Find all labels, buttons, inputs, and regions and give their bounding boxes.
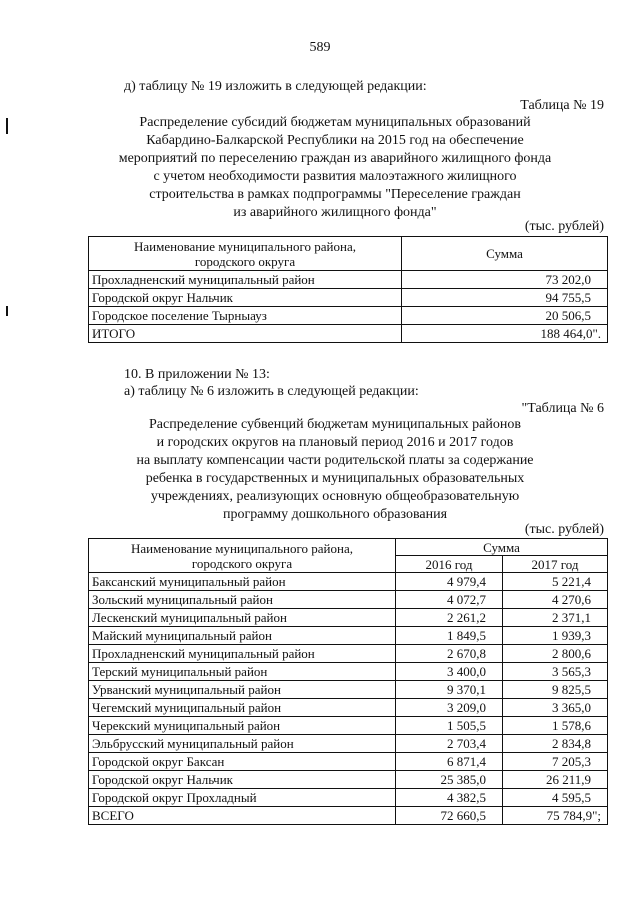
table-row: [89, 609, 608, 627]
column-header-2016: 2016 год: [396, 556, 503, 573]
table-row: [89, 307, 608, 325]
table-19: [88, 236, 608, 343]
row-2016: 3 400,0: [396, 663, 503, 681]
row-2017: 2 834,8: [503, 735, 608, 753]
row-name: Городской округ Нальчик: [89, 289, 402, 307]
table-total-row: [89, 325, 608, 343]
section-10-item: 10. В приложении № 13:: [124, 367, 270, 382]
row-2016: 9 370,1: [396, 681, 503, 699]
row-sum: 188 464,0".: [402, 325, 608, 343]
row-2017: 4 595,5: [503, 789, 608, 807]
title-line: учреждениях, реализующих основную общеобразовательную: [150, 489, 520, 504]
row-2016: 72 660,5: [396, 807, 503, 825]
row-2017: 1 578,6: [503, 717, 608, 735]
table-row: [89, 289, 608, 307]
table-6-label: "Таблица № 6: [521, 401, 604, 416]
row-name: Чегемский муниципальный район: [89, 699, 396, 717]
row-sum: 20 506,5: [402, 307, 608, 325]
row-name: ИТОГО: [89, 325, 402, 343]
table-19-units: (тыс. рублей): [524, 219, 604, 234]
column-header-sum: Сумма: [396, 539, 608, 556]
row-2017: 4 270,6: [503, 591, 608, 609]
row-2016: 3 209,0: [396, 699, 503, 717]
title-line: и городских округов на плановый период 2016 и 2017 годов: [156, 435, 514, 450]
table-6-title: [100, 416, 570, 524]
column-header-name: [89, 237, 402, 271]
row-2017: 3 365,0: [503, 699, 608, 717]
table-row: [89, 681, 608, 699]
title-line: с учетом необходимости развития малоэтажного жилищного: [153, 169, 517, 184]
title-line: ребенка в государственных и муниципальных образовательных: [145, 471, 525, 486]
row-2016: 4 072,7: [396, 591, 503, 609]
title-line: Распределение субсидий бюджетам муниципальных образований: [139, 115, 531, 130]
row-2016: 1 849,5: [396, 627, 503, 645]
table-row: [89, 735, 608, 753]
row-2016: 4 382,5: [396, 789, 503, 807]
page-number: 589: [309, 40, 331, 55]
row-2017: 7 205,3: [503, 753, 608, 771]
header-line: городского округа: [191, 555, 293, 571]
table-header-row: [89, 237, 608, 271]
row-2016: 4 979,4: [396, 573, 503, 591]
table-6: [88, 538, 608, 825]
section-10-intro: а) таблицу № 6 изложить в следующей редакции:: [124, 384, 419, 399]
table-row: [89, 645, 608, 663]
row-2016: 1 505,5: [396, 717, 503, 735]
row-2016: 2 261,2: [396, 609, 503, 627]
row-2016: 6 871,4: [396, 753, 503, 771]
section-d-intro: д) таблицу № 19 изложить в следующей редакции:: [124, 79, 427, 94]
table-row: [89, 753, 608, 771]
row-2017: 3 565,3: [503, 663, 608, 681]
row-name: ВСЕГО: [89, 807, 396, 825]
row-name: Прохладненский муниципальный район: [89, 645, 396, 663]
title-line: из аварийного жилищного фонда": [233, 205, 437, 220]
header-line: городского округа: [194, 253, 296, 269]
column-header-sum: Сумма: [402, 237, 608, 271]
table-row: [89, 771, 608, 789]
title-line: Кабардино-Балкарской Республики на 2015 год на обеспечение: [146, 133, 524, 148]
table-row: [89, 699, 608, 717]
title-line: Распределение субвенций бюджетам муниципальных районов: [149, 417, 521, 432]
header-line: Наименование муниципального района,: [134, 238, 356, 254]
row-2017: 26 211,9: [503, 771, 608, 789]
row-name: Урванский муниципальный район: [89, 681, 396, 699]
margin-mark: [6, 118, 8, 134]
row-2016: 25 385,0: [396, 771, 503, 789]
row-name: Зольский муниципальный район: [89, 591, 396, 609]
row-name: Черекский муниципальный район: [89, 717, 396, 735]
title-line: мероприятий по переселению граждан из аварийного жилищного фонда: [118, 151, 552, 166]
row-name: Прохладненский муниципальный район: [89, 271, 402, 289]
table-6-units: (тыс. рублей): [524, 522, 604, 537]
table-row: [89, 271, 608, 289]
table-19-title: [100, 114, 570, 222]
row-name: Майский муниципальный район: [89, 627, 396, 645]
row-name: Городской округ Прохладный: [89, 789, 396, 807]
row-name: Городской округ Нальчик: [89, 771, 396, 789]
table-row: [89, 591, 608, 609]
row-sum: 94 755,5: [402, 289, 608, 307]
row-2016: 2 670,8: [396, 645, 503, 663]
row-sum: 73 202,0: [402, 271, 608, 289]
row-name: Лескенский муниципальный район: [89, 609, 396, 627]
row-name: Терский муниципальный район: [89, 663, 396, 681]
table-row: [89, 663, 608, 681]
row-2017: 5 221,4: [503, 573, 608, 591]
table-row: [89, 627, 608, 645]
column-header-2017: 2017 год: [503, 556, 608, 573]
table-row: [89, 717, 608, 735]
row-name: Городской округ Баксан: [89, 753, 396, 771]
margin-mark: [6, 306, 8, 316]
row-2017: 1 939,3: [503, 627, 608, 645]
title-line: на выплату компенсации части родительской платы за содержание: [136, 453, 534, 468]
row-2017: 2 800,6: [503, 645, 608, 663]
row-2017: 9 825,5: [503, 681, 608, 699]
row-2017: 75 784,9";: [503, 807, 608, 825]
table-total-row: [89, 807, 608, 825]
row-2017: 2 371,1: [503, 609, 608, 627]
table-19-label: Таблица № 19: [520, 98, 604, 113]
row-name: Эльбрусский муниципальный район: [89, 735, 396, 753]
row-2016: 2 703,4: [396, 735, 503, 753]
row-name: Баксанский муниципальный район: [89, 573, 396, 591]
table-row: [89, 789, 608, 807]
table-row: [89, 573, 608, 591]
row-name: Городское поселение Тырныауз: [89, 307, 402, 325]
table-header-row: [89, 539, 608, 556]
column-header-name: [89, 539, 396, 573]
title-line: программу дошкольного образования: [222, 507, 448, 522]
header-line: Наименование муниципального района,: [131, 540, 353, 556]
title-line: строительства в рамках подпрограммы "Переселение граждан: [149, 187, 521, 202]
